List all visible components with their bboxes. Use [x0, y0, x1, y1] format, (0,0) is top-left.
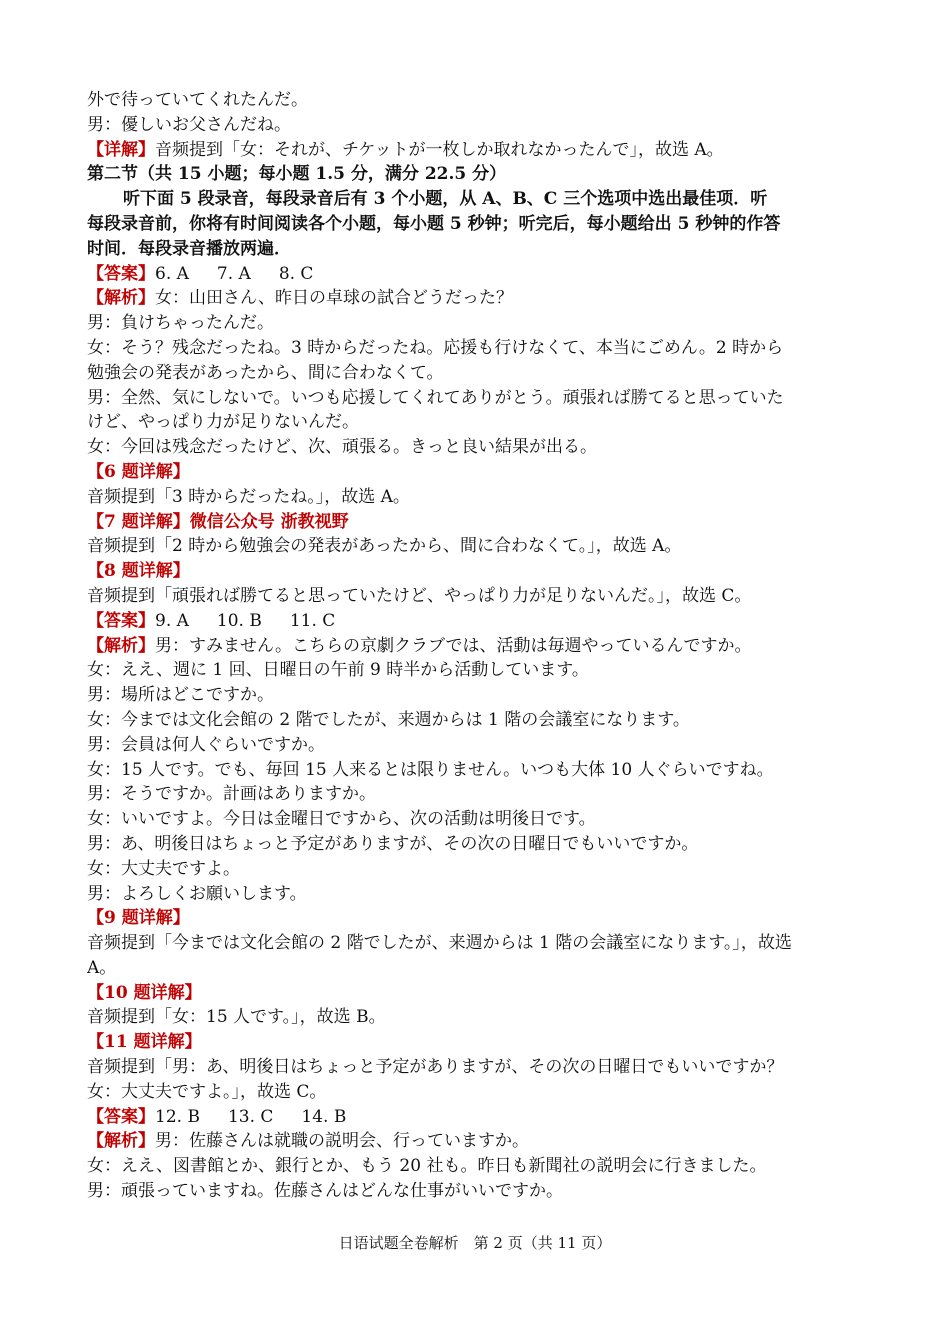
text-line: 女：今回は残念だったけど、次、頑張る。きっと良い結果が出る。 — [87, 437, 597, 458]
text-line: 男：そうですか。計画はありますか。 — [87, 784, 376, 805]
text-line: 女：いいですよ。今日は金曜日ですから、次の活動は明後日です。 — [87, 809, 596, 830]
text-line: 【解析】女：山田さん、昨日の卓球の試合どうだった？ — [87, 288, 514, 309]
text-line: 男：会員は何人ぐらいですか。 — [87, 734, 325, 755]
text-line — [87, 460, 867, 485]
text-line: 【解析】男：すみません。こちらの京劇クラブでは、活動は毎週やっているんですか。 — [87, 635, 752, 656]
text-line: 女：そう？残念だったね。3 時からだったね。応援も行けなくて、本当にごめん。2 時から — [87, 337, 784, 358]
text-line: 男：よろしくお願いします。 — [87, 883, 307, 904]
instruction-line: 时间．每段录音播放两遍． — [87, 238, 291, 259]
text-line: 音频提到「女：15 人です。」，故选 B。 — [87, 1007, 386, 1028]
text-line — [87, 559, 867, 584]
answer-line: 【答案】6. A 7. A 8. C — [87, 263, 314, 284]
instruction-line: 每段录音前，你将有时间阅读各个小题，每小题 5 秒钟；听完后，每小题给出 5 秒钟的作答 — [87, 213, 781, 234]
text-line: 音频提到「今までは文化会館の 2 階でしたが、来週からは 1 階の会議室になります。」，故选 — [87, 933, 792, 954]
text-line: 外で待っていてくれたんだ。 — [87, 90, 308, 110]
detail-label: 【6 题详解】 — [87, 461, 190, 482]
text-line: 音频提到「頑張れば勝てると思っていたけど、やっぱり力が足りないんだ。」，故选 C。 — [87, 585, 752, 606]
answer-line: 【答案】9. A 10. B 11. C — [87, 610, 336, 631]
text-line — [87, 906, 867, 931]
text-line: 女：15 人です。でも、毎回 15 人来るとは限りません。いつも大体 10 人ぐらいですね。 — [87, 759, 774, 780]
text-line: けど、やっぱり力が足りないんだ。 — [87, 412, 359, 433]
text-line: 男：頑張っていますね。佐藤さんはどんな仕事がいいですか。 — [87, 1181, 563, 1202]
text-line: 女：ええ、図書館とか、銀行とか、もう 20 社も。昨日も新聞社の説明会に行きました。 — [87, 1156, 767, 1177]
text-line: 勉強会の発表があったから、間に合わなくて。 — [87, 362, 444, 383]
page-footer: 日语试题全卷解析 第 2 页（共 11 页） — [338, 1234, 612, 1252]
text-line: 女：大丈夫ですよ。 — [87, 858, 240, 879]
text-line: 男：負けちゃったんだ。 — [87, 313, 274, 334]
text-line: 女：今までは文化会館の 2 階でしたが、来週からは 1 階の会議室になります。 — [87, 709, 690, 730]
text-line: 【详解】音频提到「女：それが、チケットが一枚しか取れなかったんで」，故选 A。 — [87, 139, 724, 160]
instruction-line: 听下面 5 段录音，每段录音后有 3 个小题，从 A、B、C 三个选项中选出最佳项．听 — [123, 189, 768, 210]
text-line: 音频提到「男：あ、明後日はちょっと予定がありますが、その次の日曜日でもいいですか？ — [87, 1057, 784, 1078]
text-line — [87, 981, 867, 1006]
section-heading: 第二节（共 15 小题；每小题 1.5 分，满分 22.5 分） — [87, 164, 507, 185]
document-body — [87, 88, 867, 1204]
text-line: 音频提到「2 時から勉強会の発表があったから、間に合わなくて。」，故选 A。 — [87, 536, 682, 557]
text-line: 女：大丈夫ですよ。」，故选 C。 — [87, 1081, 327, 1102]
text-line: 女：ええ、週に 1 回、日曜日の午前 9 時半から活動しています。 — [87, 660, 589, 681]
text-line: 男：全然、気にしないで。いつも応援してくれてありがとう。頑張れば勝てると思っていた — [87, 387, 784, 408]
text-line: 男：優しいお父さんだね。 — [87, 114, 291, 135]
answer-label: 【答案】 — [87, 263, 155, 284]
detail-label: 【10 题详解】 — [87, 982, 202, 1003]
text-line: 【解析】男：佐藤さんは就職の説明会、行っていますか。 — [87, 1131, 529, 1152]
detail-label: 【11 题详解】 — [87, 1032, 202, 1053]
text-line: 男：場所はどこですか。 — [87, 685, 274, 706]
analysis-label: 【解析】 — [87, 288, 155, 309]
text-line: A。 — [87, 957, 117, 978]
analysis-label: 【解析】 — [87, 635, 155, 656]
text-line — [87, 510, 867, 535]
answer-line: 【答案】12. B 13. C 14. B — [87, 1106, 347, 1127]
answer-label: 【答案】 — [87, 610, 155, 631]
answer-label: 【答案】 — [87, 1106, 155, 1127]
analysis-label: 【解析】 — [87, 1131, 155, 1152]
text-line: 男：あ、明後日はちょっと予定がありますが、その次の日曜日でもいいですか。 — [87, 833, 699, 854]
detail-label: 【7 题详解】微信公众号 浙教视野 — [87, 511, 349, 532]
detail-label: 【9 题详解】 — [87, 908, 190, 929]
text-line — [87, 1030, 867, 1055]
text-line: 音频提到「3 時からだったね。」，故选 A。 — [87, 486, 410, 507]
detail-label: 【8 题详解】 — [87, 561, 190, 582]
section-label: 【详解】 — [87, 139, 155, 160]
